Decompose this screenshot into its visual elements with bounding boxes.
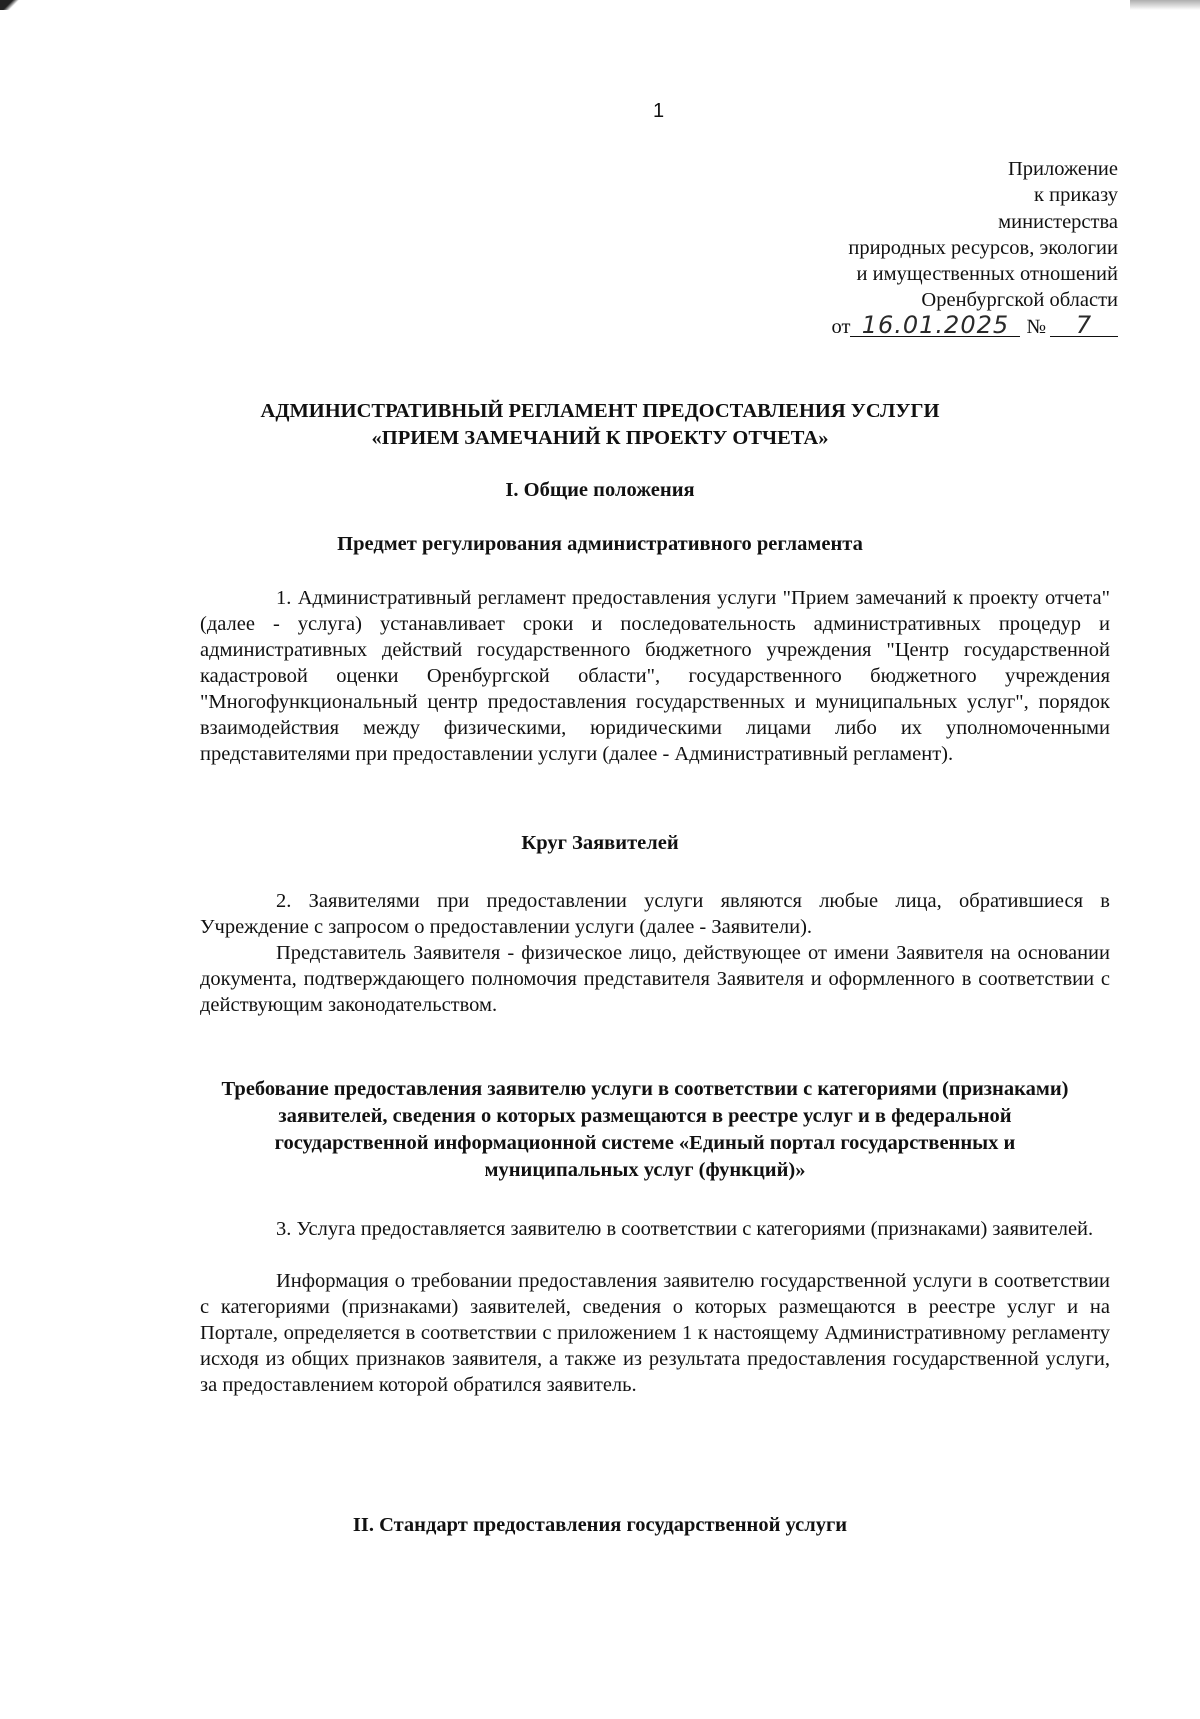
- requirement-subheading: Требование предоставления заявителю услуги в соответствии с категориями (признаками) заявителей, сведения о которых размещаются в реестре услуг и в федеральной государственной информационной системе «Единый портал государственных и муниципальных услуг (функций)»: [221, 1078, 1069, 1181]
- appendix-line: Приложение: [1007, 158, 1118, 180]
- appendix-line: Оренбургской области: [921, 289, 1118, 312]
- subject-subheading: Предмет регулирования административного регламента: [337, 533, 863, 555]
- title-line-2: «ПРИЕМ ЗАМЕЧАНИЙ К ПРОЕКТУ ОТЧЕТА»: [371, 427, 829, 449]
- document-title: [140, 398, 1060, 452]
- section-1-heading: I. Общие положения: [505, 479, 695, 501]
- paragraph-5: Информация о требовании предоставления заявителю государственной услуги в соответствии с категориями (признаками) заявителей, сведения о которых размещаются в реестре услуг и на Портале, определяется в соответствии с приложением 1 к настоящему Административному регламенту исходя из общих признаков заявителя, а также из результата предоставления государственной услуги, за предоставлением которой обратился заявитель.: [200, 1270, 1110, 1396]
- page-number: 1: [653, 100, 665, 122]
- paragraph-1: 1. Административный регламент предоставления услуги "Прием замечаний к проекту отчета" (далее - услуга) устанавливает сроки и последовательность административных процедур и административных действий государственного бюджетного учреждения "Центр государственной кадастровой оценки Оренбургской области", государственного бюджетного учреждения "Многофункциональный центр предоставления государственных и муниципальных услуг", порядок взаимодействия между физическими, юридическими лицами либо их уполномоченными представителями при предоставлении услуги (далее - Административный регламент).: [200, 587, 1110, 765]
- scan-edge-artifact-right: [1130, 0, 1200, 10]
- section-2-heading: II. Стандарт предоставления государственной услуги: [352, 1514, 848, 1536]
- paragraph-2: 2. Заявителями при предоставлении услуги являются любые лица, обратившиеся в Учреждение с запросом о предоставлении услуги (далее - Заявители).: [200, 890, 1110, 938]
- title-line-1: АДМИНИСТРАТИВНЫЙ РЕГЛАМЕНТ ПРЕДОСТАВЛЕНИЯ УСЛУГИ: [260, 400, 940, 422]
- date-prefix: от: [831, 315, 851, 338]
- handwritten-date: 16.01.2025: [850, 314, 1020, 337]
- appendix-line: природных ресурсов, экологии: [848, 236, 1118, 259]
- applicants-subheading: Круг Заявителей: [521, 832, 679, 854]
- appendix-line: и имущественных отношений: [856, 263, 1118, 286]
- handwritten-number: 7: [1050, 314, 1118, 337]
- appendix-block: [831, 156, 1118, 340]
- paragraph-4: 3. Услуга предоставляется заявителю в соответствии с категориями (признаками) заявителей.: [276, 1218, 1094, 1240]
- paragraph-3: Представитель Заявителя - физическое лицо, действующее от имени Заявителя на основании документа, подтверждающего полномочия представителя Заявителя и оформленного в соответствии с действующим законодательством.: [200, 942, 1110, 1016]
- number-label: №: [1026, 315, 1046, 338]
- appendix-line: министерства: [998, 210, 1118, 233]
- scan-edge-artifact-left: [0, 0, 22, 10]
- order-date-number-row: [831, 310, 1118, 340]
- appendix-line: к приказу: [1034, 184, 1118, 207]
